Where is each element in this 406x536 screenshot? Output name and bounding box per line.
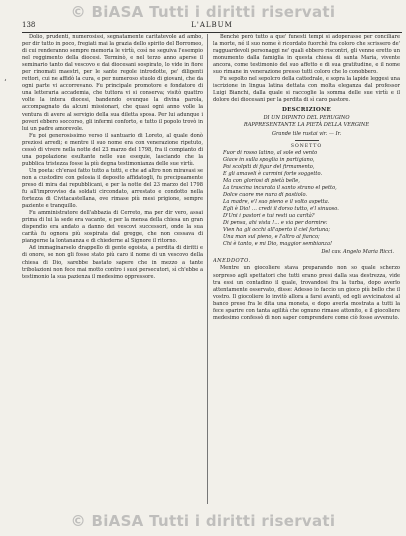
poem-line: Fuor di rosso latino, al sole ed vento bbox=[223, 149, 318, 156]
watermark-top: © BiASA Tutti i diritti riservati bbox=[70, 3, 336, 21]
watermark-bottom: © BiASA Tutti i diritti riservati bbox=[70, 512, 336, 530]
poem-title: DESCRIZIONE bbox=[281, 107, 332, 114]
poem-line: Una man sul pieno, e l'altro al fianco; bbox=[223, 234, 320, 241]
poem-line: La madre, e'l suo pieno e il volto aspetta. bbox=[223, 199, 330, 206]
left-paragraph: Dolio, prudenti, numerosissi, segnatamente caritatevole ad ambo, per dir tutto in poco, fregiati mai la grazia dello spirito del Borromeo, di cui renderanno sempre memoria le virtù, così ne seguiva l'esempio nel reggimento della diocesi. Terminò, e nel terzo anno aperse il seminario tanto dal vescovo e dai diocesani sospirato, lo vide in fiore per rinomati maestri, per le sante regole introdotte, pe' diligenti rettori, cui ne affidò la cura, e per numeroso stuolo di giovani, che da ogni parte vi accorrevano. Fu principale promotore e fondatore di una letteraria accademia, che tuttora vi si conserva; visitò quattro volte la intera diocesi, bandendo ovunque la divina parola, accompagnato da alcuni missionari, che quasi ogni anno volle la ventura di avere al servigio della sua diletta sposa. Per lui adunque i poveri ebbero soccorso, gli infermi conforto, e tutto il popolo trovò in lui un padre amorevole. bbox=[22, 34, 203, 132]
page-header bbox=[22, 21, 402, 33]
left-paragraph: Ad immaginarselo drappello di gente egoista, a perdita di diritti e di onore, se non gli fosse stato più caro il nome di un vescovo della chiesa di Dio, sarebbe bastato sapere che in mezzo a tante tribolazioni non fece mai motto contro i suoi persecutori, sì ch'ebbe a testimonio la sua pazienza il medesimo oppressore. bbox=[22, 245, 203, 280]
poem-verses bbox=[213, 150, 400, 249]
anecdote-text: Mentre un giocoliere stava preparando non so quale scherzo sorpreso agli spettatori che tutti erano presi dalla sua destrezza, vide tra essi un contadino il quale, trovandosi fra la turba, dopo averlo attentamente osservato, disse: Adesso io faccio un gioco più bello che il vostro. Il giocoliere lo invitò allora a farsi avanti, ed egli avvicinatosi al banco prese fra le dita una moneta, e dopo averla mostrata a tutti la fece sparire con tanta agilità che ognuno rimase attonito, e il giocoliere medesimo confessò di non saper comprendere come ciò fosse avvenuto. bbox=[213, 265, 400, 321]
journal-title: L'ALBUM bbox=[191, 21, 233, 29]
poem-line: E gli amaveli è carmini forte soggetto. bbox=[223, 170, 323, 177]
page-number: 138 bbox=[22, 21, 36, 29]
column-divider bbox=[207, 34, 208, 504]
divider-line bbox=[295, 140, 319, 141]
poem-line: Ma con gloriosi di pietà belle, bbox=[223, 177, 300, 184]
poem-subtitle-line: DI UN DIPINTO DEL PERUGINO bbox=[263, 114, 350, 121]
left-paragraph: Fu amministratore dell'abbazia di Cerreto, ma per dir vero, assai prima di lui la sede era vacante, e per la mensa della chiesa un gran dispendio era andato a danno dei vescovi successori, onde la sua carità fu ognora più sospirata dal gregge, che non cessava di piangerne la lontananza e di chiederne al Signore il ritorno. bbox=[22, 210, 203, 245]
poem-line: Giace in sulla spoglia in partigiano, bbox=[223, 156, 315, 163]
poem-signature: Del cav. Angelo Maria Ricci. bbox=[321, 249, 394, 256]
poem-line: La trascina incurata il santo strano el petto, bbox=[223, 184, 337, 191]
poem-section bbox=[213, 107, 400, 256]
poem-line: Di pensa, ahi vista !… e via per dormire: bbox=[223, 220, 328, 227]
poem-line: Dolce cuore me nura di pastiolo. bbox=[223, 191, 308, 198]
margin-mark: ‘ bbox=[4, 78, 7, 87]
poem-subtitle-line: RAPPRESENTANTE LA PIETÀ DELLA VERGINE bbox=[243, 121, 370, 128]
right-paragraph: Benchè però tutto a que' funesti tempi si adoperasse per conciliare la morte, né il suo nome è ricordato fuorchè fra coloro che scrissero de' ragguardevoli personaggi ne' quali ebbero riscontri, gli venne eretto un monumento dalla famiglia in questa chiesa di santa Maria, vivente ancora, come testimonio del suo affetto e di sua gratitudine, e il nome suo rimane in venerazione presso tutti coloro che lo conobbero. bbox=[213, 34, 400, 76]
poem-epigraph: Grande tile rustai vir. — Ir. bbox=[271, 130, 342, 137]
poem-line: Vien ha gli occhi all'aperto il ciel fortuna; bbox=[223, 227, 331, 234]
right-column bbox=[213, 34, 400, 504]
anecdote-heading: ANEDDOTO. bbox=[213, 258, 251, 265]
poem-line: Poi scolpiti di figur del firmamento, bbox=[223, 163, 315, 170]
poem-label: SONETTO bbox=[290, 143, 323, 149]
poem-line: Chi è tanto, e mi Dio, maggior sembianza! bbox=[223, 241, 333, 248]
left-paragraph: Fu poi generosissimo verso il santuario di Loreto, al quale donò preziosi arredi; e mentre il suo nome era con venerazione ripetuto, cessò di vivere nella notte del 23 marzo del 1798, fra il compianto di una popolazione esultante nelle sue esequie, lasciando che la pubblica tristezza fosse la più degna testimonianza delle sue virtù. bbox=[22, 132, 203, 167]
left-paragraph: Un poeta: ch'erasi fatto tutto a tutti, e che ad altro non miravasi se non a custodire con gelosia il deposito affidatogli, fu precipuamente preso di mira dai repubblicani, e per la notte del 23 marzo del 1798 fu all'improvviso da soldati circondato, arrestato e condotto nella fortezza di Civitacastellana, ove rimase più mesi prigione, sempre paziente e tranquillo. bbox=[22, 167, 203, 210]
poem-line: D'Uni i pastori e tui resti ua carità? bbox=[223, 213, 315, 220]
right-paragraph: Fu sepolto nel sepolcro della cattedrale, e sopra la lapide leggesi una iscrizione in lingua latina dettata con molta eleganza dal professor Luigi Bianchi, dalla quale si raccoglie la somma delle sue virtù e il dolore dei diocesani per la perdita di sì caro pastore. bbox=[213, 76, 400, 104]
poem-line: Egli è Dio! … credi il dorso tutto, e'l sinuoso. bbox=[223, 206, 339, 213]
left-column bbox=[22, 34, 203, 504]
